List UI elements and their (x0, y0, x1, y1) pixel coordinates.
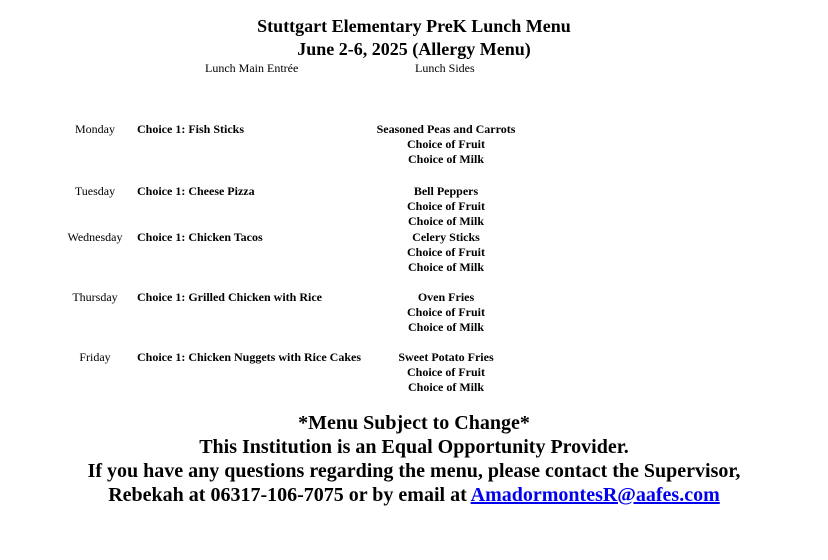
day-label: Monday (75, 122, 115, 136)
day-label: Friday (79, 350, 111, 364)
equal-opportunity-statement: This Institution is an Equal Opportunity Provider. (199, 436, 629, 458)
side-item: Choice of Fruit (407, 199, 485, 213)
supervisor-email-link[interactable]: AmadormontesR@aafes.com (470, 484, 720, 506)
side-item: Choice of Milk (408, 214, 484, 228)
menu-date-range: June 2-6, 2025 (Allergy Menu) (297, 39, 531, 59)
side-item: Celery Sticks (412, 230, 480, 244)
side-item: Choice of Milk (408, 320, 484, 334)
column-header-sides: Lunch Sides (415, 61, 475, 75)
side-item: Oven Fries (417, 290, 475, 304)
side-item: Choice of Fruit (407, 365, 485, 379)
sides-list (346, 290, 546, 335)
entree: Choice 1: Chicken Tacos (137, 230, 263, 244)
menu-change-notice: *Menu Subject to Change* (298, 412, 530, 434)
side-item: Choice of Milk (408, 260, 484, 274)
side-item: Choice of Fruit (407, 305, 485, 319)
entree: Choice 1: Cheese Pizza (137, 184, 255, 198)
entree: Choice 1: Grilled Chicken with Rice (137, 290, 322, 304)
entree: Choice 1: Chicken Nuggets with Rice Cakes (137, 350, 361, 364)
sides-list (346, 230, 546, 275)
sides-list (346, 350, 546, 395)
side-item: Choice of Milk (408, 380, 484, 394)
day-label: Thursday (72, 290, 118, 304)
side-item: Seasoned Peas and Carrots (376, 122, 516, 136)
day-label: Wednesday (67, 230, 123, 244)
side-item: Bell Peppers (413, 184, 479, 198)
day-label: Tuesday (74, 184, 116, 198)
side-item: Sweet Potato Fries (398, 350, 494, 364)
column-header-main: Lunch Main Entrée (205, 61, 299, 75)
entree: Choice 1: Fish Sticks (137, 122, 245, 136)
menu-title: Stuttgart Elementary PreK Lunch Menu (257, 16, 571, 36)
side-item: Choice of Milk (408, 152, 484, 166)
contact-notice: If you have any questions regarding the menu, please contact the Supervisor, (87, 460, 741, 482)
contact-details (0, 484, 828, 507)
contact-phone-text: Rebekah at 06317-106-7075 or by email at (108, 484, 471, 506)
sides-list (346, 122, 546, 167)
side-item: Choice of Fruit (407, 137, 485, 151)
sides-list (346, 184, 546, 229)
side-item: Choice of Fruit (407, 245, 485, 259)
